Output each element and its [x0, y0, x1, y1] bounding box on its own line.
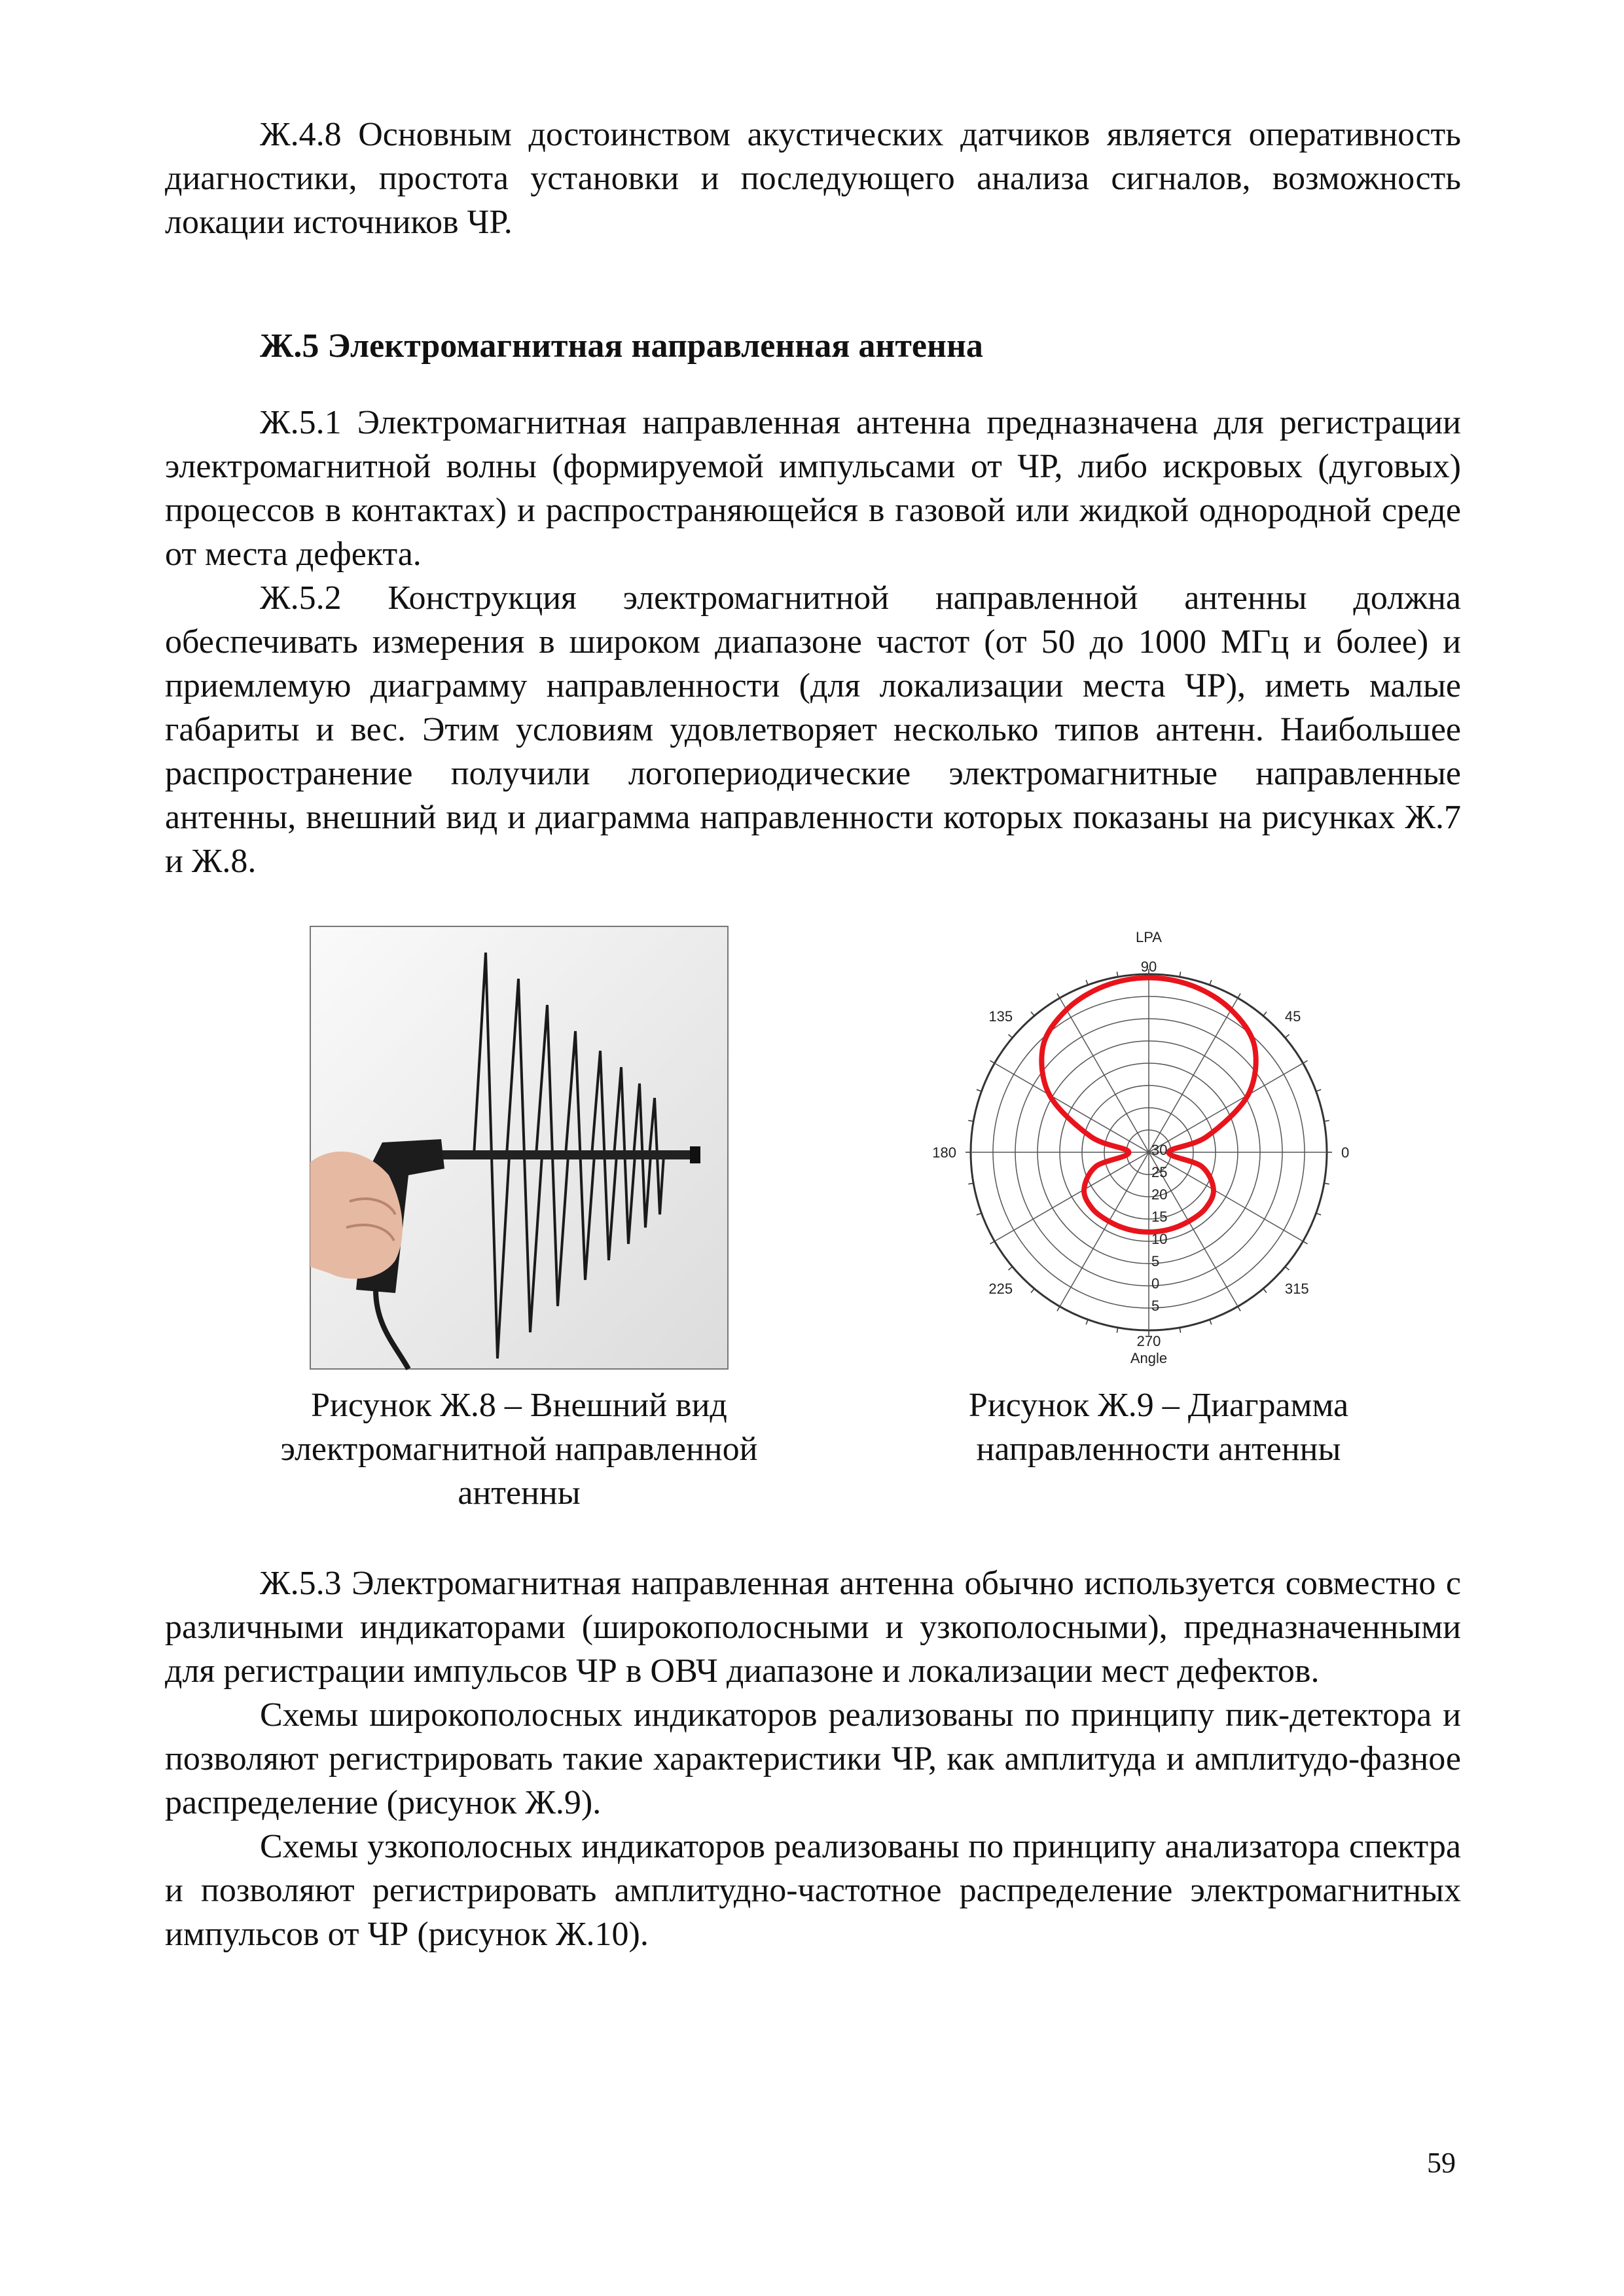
radial-label: 20	[1151, 1186, 1168, 1203]
chart-title: LPA	[1136, 929, 1162, 945]
edge-tick	[1263, 1012, 1267, 1016]
grid-spoke	[994, 1063, 1149, 1152]
edge-tick	[1210, 980, 1212, 985]
edge-tick	[1057, 994, 1060, 998]
page-number: 59	[1427, 2147, 1456, 2179]
figure-9-caption: Рисунок Ж.9 – Диаграмма направленности антенны	[968, 1387, 1349, 1468]
radial-label: 15	[1151, 1209, 1168, 1225]
polar-chart	[932, 926, 1362, 1378]
antenna-photo-frame	[310, 926, 728, 1369]
edge-tick	[1316, 1213, 1322, 1215]
edge-tick	[1057, 1307, 1060, 1311]
paragraph-5-3-block	[165, 1561, 1461, 1956]
edge-tick	[1238, 994, 1240, 998]
antenna-photo	[310, 926, 728, 1369]
radial-label: 5	[1151, 1298, 1160, 1314]
paragraph-wideband: Схемы широкополосных индикаторов реализованы по принципу пик-детектора и позволяют регистрировать такие характеристики ЧР, как амплитуда и амплитудо-фазное распределение (рисунок Ж.9).	[165, 1696, 1461, 1821]
figure-8-caption: Рисунок Ж.8 – Внешний вид электромагнитной направленной антенны	[280, 1387, 758, 1512]
radial-label: 25	[1151, 1164, 1168, 1180]
radial-label: 10	[1151, 1231, 1168, 1247]
edge-tick	[1303, 1241, 1308, 1244]
angle-label: 0	[1341, 1144, 1350, 1161]
paragraph-5-2: Ж.5.2 Конструкция электромагнитной направленной антенны должна обеспечивать измерения в широком диапазоне частот (от 50 до 1000 МГц и более) и приемлемую диаграмму направленности (для локализации места ЧР), иметь малые габариты и вес. Этим условиям удовлетворяет несколько типов антенн. Наибольшее распространение получили логопериодические электромагнитные направленные антенны, внешний вид и диаграмма направленности которых показаны на рисунках Ж.7 и Ж.8.	[165, 579, 1461, 880]
edge-tick	[1238, 1307, 1240, 1311]
edge-tick	[1086, 1320, 1088, 1325]
grid-spoke	[1149, 1063, 1303, 1152]
edge-tick	[1285, 1267, 1289, 1270]
chart-xlabel: Angle	[1130, 1350, 1168, 1366]
edge-tick	[990, 1061, 995, 1063]
angle-label: 135	[988, 1008, 1013, 1025]
edge-tick	[1285, 1034, 1289, 1038]
radial-label: 5	[1151, 1253, 1160, 1269]
radial-label: 30	[1151, 1142, 1168, 1158]
paragraph-4-8-block	[165, 113, 1461, 244]
angle-label: 270	[1136, 1333, 1161, 1349]
paragraph-5-1: Ж.5.1 Электромагнитная направленная антенна предназначена для регистрации электромагнитной волны (формируемой импульсами от ЧР, либо искровых (дуговых) процессов в контактах) и распространяющейся в газовой или жидкой однородной среде от места дефекта.	[165, 404, 1461, 573]
paragraph-4-8: Ж.4.8 Основным достоинством акустических датчиков является оперативность диагностики, простота установки и последующего анализа сигналов, возможность локации источников ЧР.	[165, 116, 1461, 241]
edge-tick	[1263, 1288, 1267, 1292]
edge-tick	[1031, 1012, 1034, 1016]
paragraph-5-1-block	[165, 401, 1461, 883]
edge-tick	[977, 1089, 982, 1091]
edge-tick	[1009, 1267, 1013, 1270]
edge-tick	[1009, 1034, 1013, 1038]
angle-label: 225	[988, 1280, 1013, 1297]
paragraph-narrowband: Схемы узкополосных индикаторов реализованы по принципу анализатора спектра и позволяют регистрировать амплитудно-частотное распределение электромагнитных импульсов от ЧР (рисунок Ж.10).	[165, 1828, 1461, 1953]
angle-label: 315	[1284, 1280, 1309, 1297]
section-title: Ж.5 Электромагнитная направленная антенна	[260, 327, 983, 365]
grid-spoke	[1060, 998, 1149, 1152]
angle-label: 180	[932, 1144, 956, 1161]
edge-tick	[1210, 1320, 1212, 1325]
edge-tick	[977, 1213, 982, 1215]
paragraph-5-3: Ж.5.3 Электромагнитная направленная антенна обычно используется совместно с различными индикаторами (широкополосными и узкополосными), предназначенными для регистрации импульсов ЧР в ОВЧ диапазоне и локализации мест дефектов.	[165, 1565, 1461, 1690]
grid-spoke	[1149, 998, 1238, 1152]
edge-tick	[990, 1241, 995, 1244]
angle-label: 90	[1140, 958, 1157, 975]
angle-label: 45	[1284, 1008, 1301, 1025]
edge-tick	[1086, 980, 1088, 985]
edge-tick	[1303, 1061, 1308, 1063]
edge-tick	[1031, 1288, 1034, 1292]
polar-chart-frame	[932, 926, 1362, 1378]
section-title-block	[165, 324, 1461, 368]
radial-label: 0	[1151, 1275, 1160, 1292]
edge-tick	[1316, 1089, 1322, 1091]
